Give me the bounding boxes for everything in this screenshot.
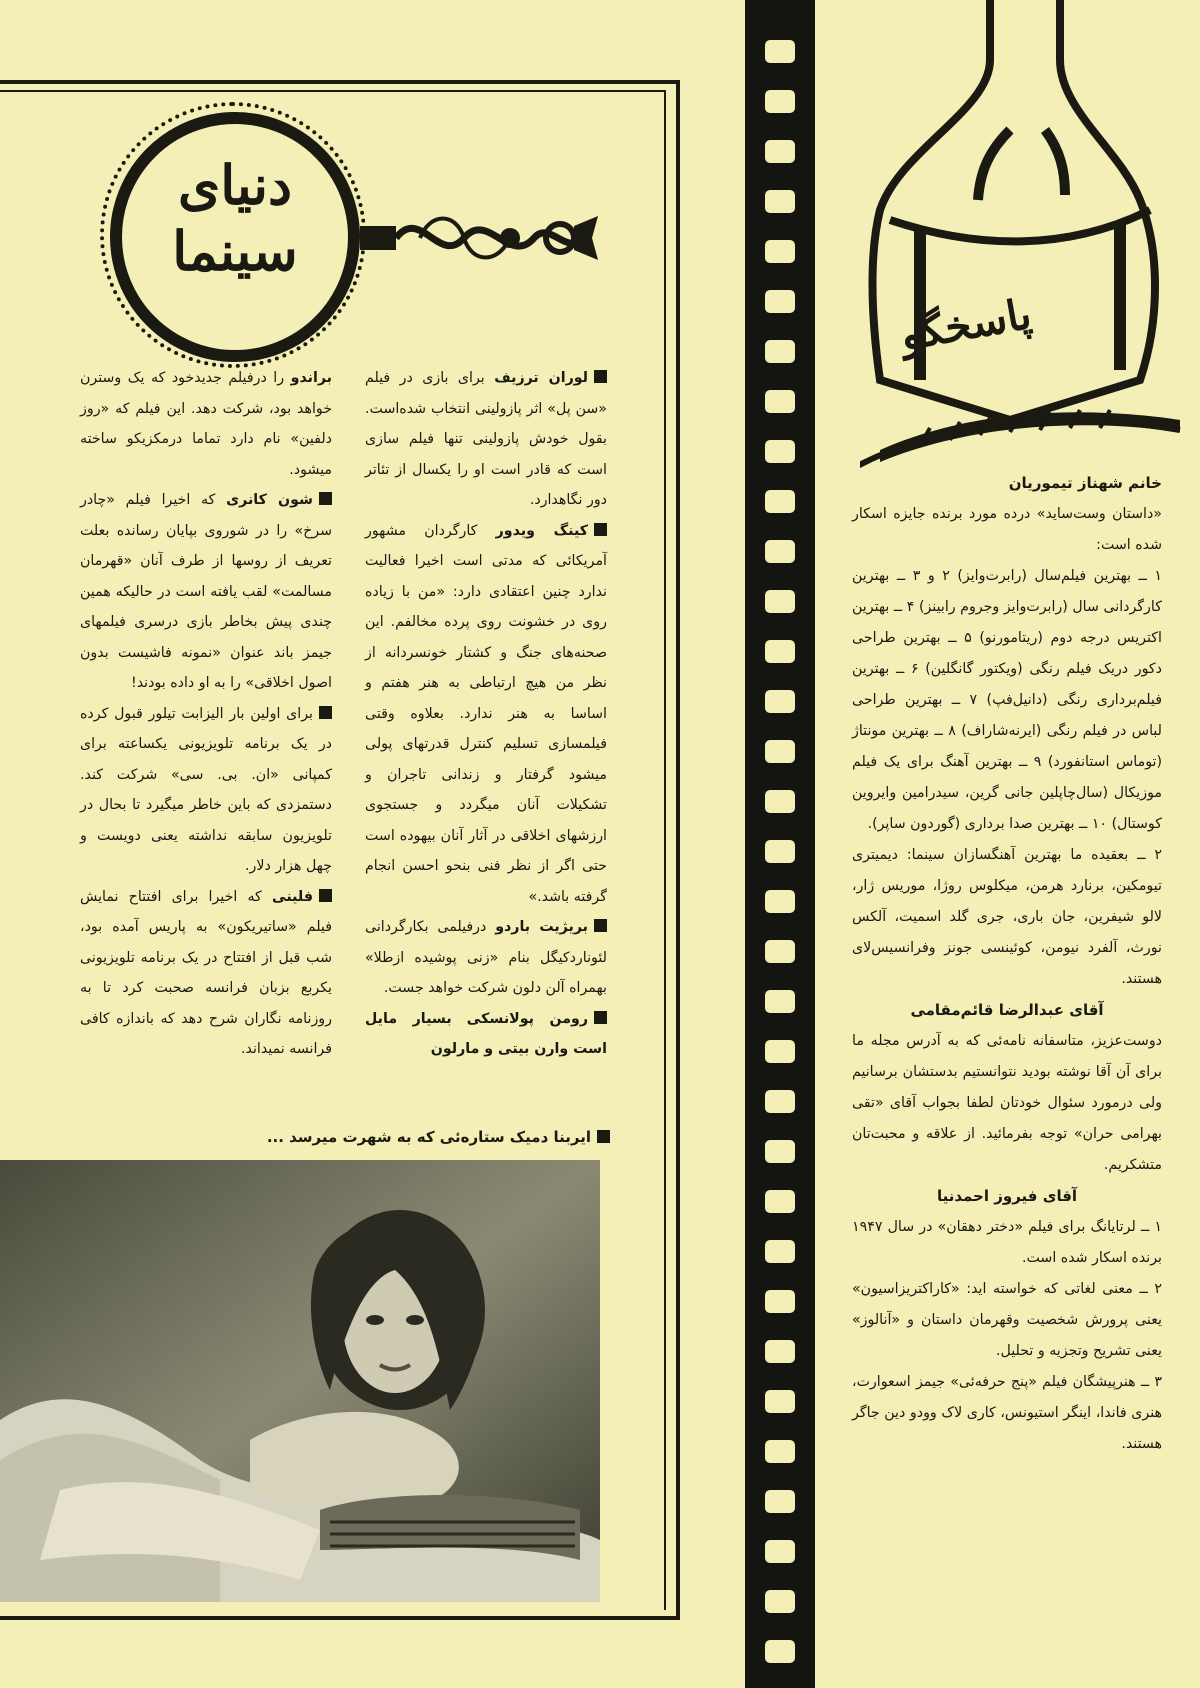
reply-heading: آقای عبدالرضا قائم‌مقامی xyxy=(910,1001,1104,1019)
news-item xyxy=(365,516,607,913)
frame-inner-rule xyxy=(0,90,666,92)
film-perforation xyxy=(765,1140,795,1163)
bullet-square-icon xyxy=(319,492,332,505)
reply-paragraph: دوست‌عزیز، متاسفانه نامه‌ئی که به آدرس مجله ما برای آن آقا نوشته بودید نتوانستیم بدستشان برسانیم ولی درمورد سئوال خودتان لطفا بجواب آقای «تقی بهرامی حران» توجه بفرمائید. از علاقه و محبت‌تان متشکریم. xyxy=(852,1033,1162,1173)
bullet-square-icon xyxy=(594,370,607,383)
film-perforation xyxy=(765,1290,795,1313)
reply-column xyxy=(852,468,1162,1460)
film-perforation xyxy=(765,140,795,163)
answers-title: پاسخگو xyxy=(896,288,1035,361)
bullet-square-icon xyxy=(597,1130,610,1143)
logo-title xyxy=(110,152,360,284)
film-perforation xyxy=(765,890,795,913)
cinema-world-logo xyxy=(110,112,360,362)
news-text: بسیار مایل است وارن بیتی و مارلون xyxy=(365,1010,607,1057)
film-perforation xyxy=(765,740,795,763)
news-lead: بریژیت باردو xyxy=(495,919,589,935)
film-perforation xyxy=(765,990,795,1013)
news-text: را درفیلم جدیدخود که یک وسترن خواهد بود، شرکت دهد. این فیلم که «روز دلفین» نام دارد تماما درمکزیکو ساخته میشود. xyxy=(80,370,332,478)
film-perforation xyxy=(765,940,795,963)
film-perforation xyxy=(765,1590,795,1613)
film-perforation xyxy=(765,440,795,463)
bullet-square-icon xyxy=(594,919,607,932)
news-item xyxy=(80,363,332,485)
photo-caption-text: ایربنا دمیک ستاره‌ئی که به شهرت میرسد ... xyxy=(266,1128,591,1146)
film-perforation xyxy=(765,690,795,713)
news-text: درفیلمی بکارگردانی لئوناردکیگل بنام «زنی پوشیده ازطلا» بهمراه آلن دلون شرکت خواهد جست. xyxy=(365,919,607,996)
news-item xyxy=(80,882,332,1065)
bottle-and-quill-icon xyxy=(860,0,1190,480)
film-perforation xyxy=(765,1340,795,1363)
news-lead: کینگ ویدور xyxy=(495,522,588,539)
film-perforation xyxy=(765,240,795,263)
reply-paragraph: ۲ ــ بعقیده ما بهترین آهنگسازان سینما: دیمیتری تیومکین، برنارد هرمن، میکلوس روژا، موریس ژار، لالو شیفرین، جان باری، جری گلد اسمیت، آلکس نورث، آلفرد نیومن، کوئینسی جونز وفرانسیس‌لای هستند. xyxy=(852,847,1162,987)
news-lead: لوران ترزیف xyxy=(494,370,588,386)
bullet-square-icon xyxy=(319,706,332,719)
film-perforation xyxy=(765,390,795,413)
film-perforation xyxy=(765,290,795,313)
news-lead: براندو xyxy=(290,370,332,386)
reply-paragraph: ۱ ــ لرتایانگ برای فیلم «دختر دهقان» در سال ۱۹۴۷ برنده اسکار شده است. xyxy=(852,1219,1162,1266)
film-perforation xyxy=(765,840,795,863)
news-text: برای اولین بار الیزابت تیلور قبول کرده در یک برنامه تلویزیونی یکساعته برای کمپانی «ان. بی. سی» شرکت کند. دستمزدی که باین خاطر میگیرد تا بحال در تلویزیون سابقه نداشته یعنی دویست و چهل هزار دلار. xyxy=(80,705,332,874)
logo-line-2: سینما xyxy=(172,219,298,283)
reply-paragraph: ۱ ــ بهترین فیلم‌سال (رابرت‌وایز) ۲ و ۳ ــ بهترین کارگردانی سال (رابرت‌وایز وجروم رابینز) ۴ ــ بهترین اکتریس درجه دوم (ریتامورنو) ۵ ــ بهترین طراحی دکور دریک فیلم رنگی (ویکتور گانگلین) ۶ ــ بهترین فیلم‌برداری رنگی (دانیل‌فپ) ۷ ــ بهترین طراحی لباس در فیلم رنگی (ایرنه‌شاراف) ۸ ــ بهترین مونتاژ (توماس استانفورد) ۹ ــ بهترین آهنگ برای یک فیلم موزیکال (سال‌چاپلین جانی گرین، سیدرامین وایروین کوستال) ۱۰ ــ بهترین صدا برداری (گوردون ساپر). xyxy=(852,568,1163,832)
film-perforation xyxy=(765,790,795,813)
film-perforation xyxy=(765,640,795,663)
film-perforation xyxy=(765,1490,795,1513)
reply-paragraph: «داستان وست‌ساید» درده مورد برنده جایزه اسکار شده است: xyxy=(852,506,1162,553)
frame-top-rule xyxy=(0,80,680,84)
frame-right-rule xyxy=(676,80,680,1620)
film-strip-divider xyxy=(745,0,815,1688)
reply-heading: آقای فیروز احمدنیا xyxy=(936,1187,1078,1205)
film-perforation xyxy=(765,1240,795,1263)
film-perforation xyxy=(765,540,795,563)
film-perforation xyxy=(765,1190,795,1213)
news-lead: شون کانری xyxy=(226,492,313,508)
frame-bottom-rule xyxy=(0,1616,680,1620)
reply-heading: خانم شهناز تیموریان xyxy=(1008,474,1162,492)
film-perforation xyxy=(765,1640,795,1663)
news-item xyxy=(80,699,332,882)
film-perforation xyxy=(765,490,795,513)
news-column-left xyxy=(80,363,332,1065)
film-perforation xyxy=(765,1090,795,1113)
film-perforation xyxy=(765,1540,795,1563)
reply-paragraph: ۲ ــ معنی لغاتی که خواسته اید: «کاراکتریزاسیون» یعنی پرورش شخصیت وقهرمان داستان و «آنالوز» یعنی تشریح وتجزیه و تحلیل. xyxy=(852,1281,1162,1359)
logo-line-1: دنیای xyxy=(177,153,293,217)
news-column-right xyxy=(365,363,607,1065)
film-perforation xyxy=(765,90,795,113)
ornate-handle-icon xyxy=(360,196,600,280)
news-text: که اخیرا فیلم «چادر سرخ» را در شوروی بپایان رسانده بعلت تعریف از روسها از طرف آنان «قهرمان مسالمت» لقب یافته است در حالیکه همین چندی پیش بخاطر بازی درسری فیلمهای جیمز باند عنوان «نمونه فاشیست بدون اصول اخلاقی» را به او داده بودند! xyxy=(80,492,332,691)
film-perforation xyxy=(765,1390,795,1413)
news-item xyxy=(365,912,607,1004)
photo-caption xyxy=(180,1128,610,1146)
frame-inner-right-rule xyxy=(664,90,666,1610)
film-perforation xyxy=(765,340,795,363)
film-perforation xyxy=(765,1440,795,1463)
news-item xyxy=(80,485,332,699)
film-perforation xyxy=(765,590,795,613)
bullet-square-icon xyxy=(319,889,332,902)
news-lead: رومن پولانسکی xyxy=(466,1010,588,1027)
reply-paragraph: ۳ ــ هنرپیشگان فیلم «پنج حرفه‌ئی» جیمز اسعوارت، هنری فاندا، اینگر استیونس، کاری لاک وودو دین جاگر هستند. xyxy=(852,1374,1162,1452)
film-perforation xyxy=(765,40,795,63)
news-lead: فلینی xyxy=(271,888,314,905)
news-text: کارگردان مشهور آمریکائی که مدتی است اخیرا فعالیت ندارد چنین اعتقادی دارد: «من با زیاده روی در خشونت روی پرده مخالفم. این صحنه‌های جنگ و کشتار خونسردانه از نظر من هیچ ارتباطی به هنر هفتم و اساسا به هنر ندارد. بعلاوه وقتی فیلمسازی تسلیم کنترل قدرتهای پولی میشود گرفتار و زندانی تاجران و تشکیلات آنان میگردد و جستجوی ارزشهای اخلاقی در آثار آنان بیهوده است حتی اگر از نظر فنی بنحو احسن انجام گرفته باشد.» xyxy=(365,522,607,905)
news-text: که اخیرا برای افتتاح نمایش فیلم «ساتیریکون» به پاریس آمده بود، شب قبل از افتتاح در یک برنامه تلویزیونی یکربع بزبان فرانسه صحبت کرد تا به روزنامه نگاران شرح دهد که باندازه کافی فرانسه نمیداند. xyxy=(80,888,332,1057)
news-text: برای بازی در فیلم «سن پل» اثر پازولینی انتخاب شده‌است. بقول خودش پازولینی تنها فیلم سازی است که قادر است او را یکسال از تئاتر دور نگاهدارد. xyxy=(365,370,607,508)
bullet-square-icon xyxy=(594,1011,607,1024)
film-perforation xyxy=(765,1040,795,1063)
bullet-square-icon xyxy=(594,523,607,536)
film-perforation xyxy=(765,190,795,213)
actress-photo xyxy=(0,1160,600,1602)
news-item xyxy=(365,1004,607,1065)
news-item xyxy=(365,363,607,516)
